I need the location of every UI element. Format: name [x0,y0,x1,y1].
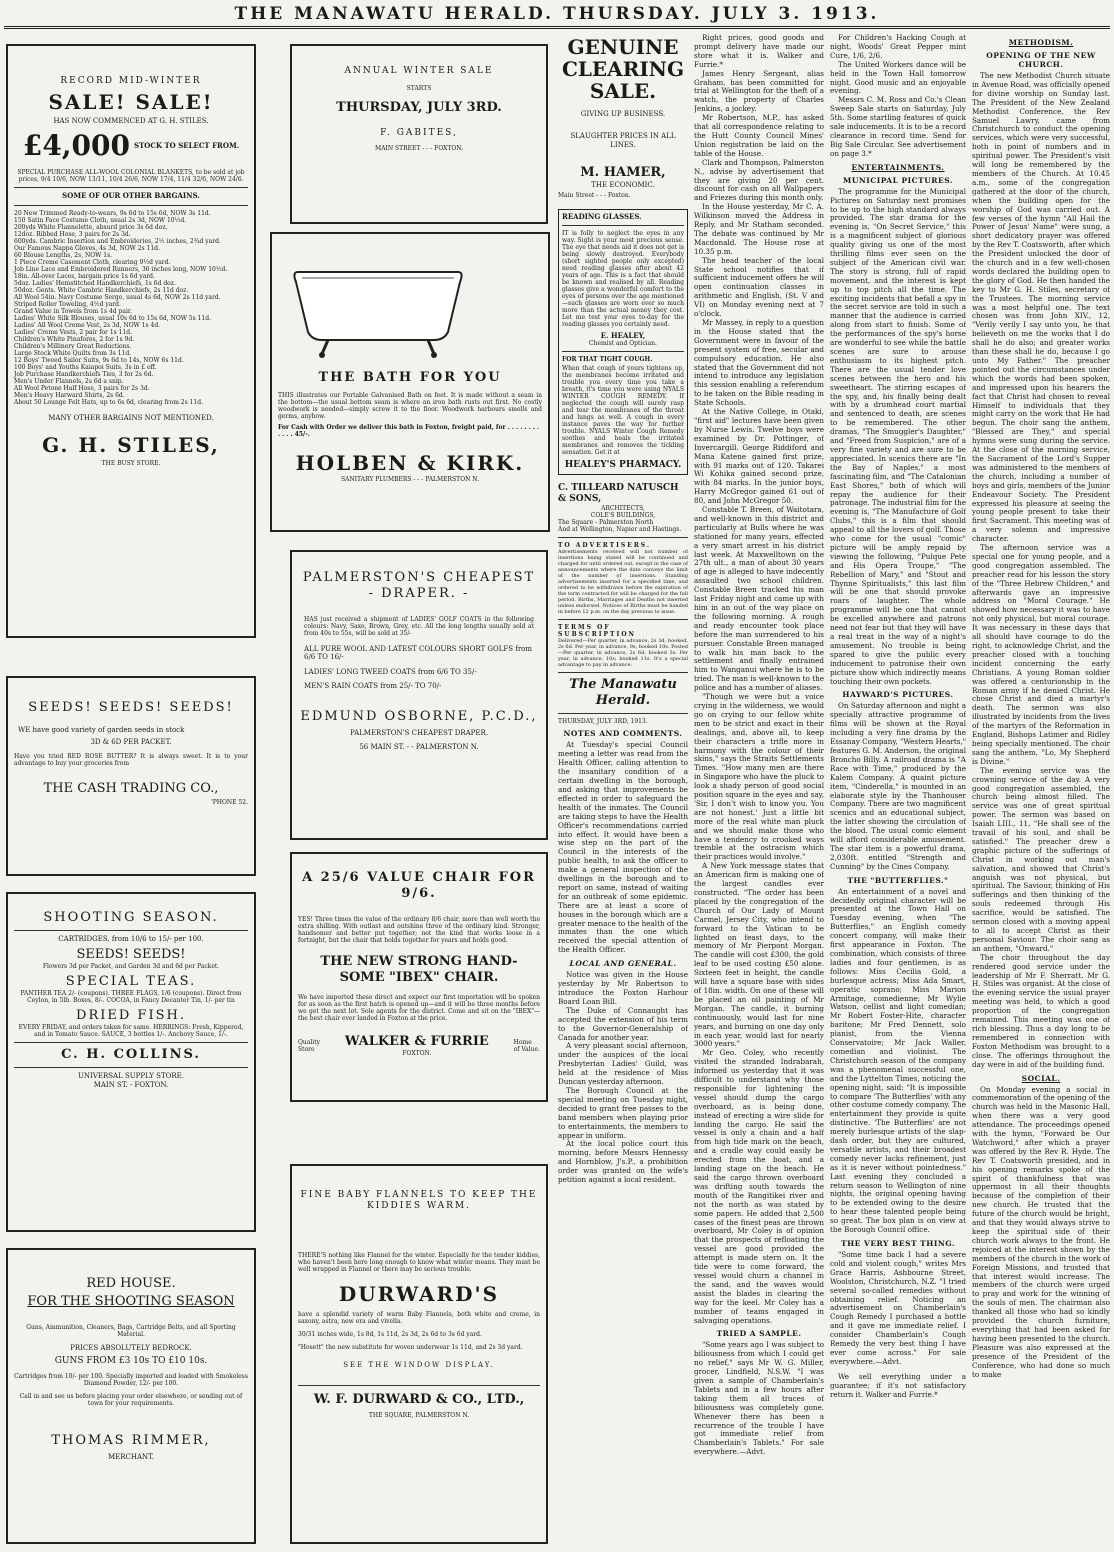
healey-body: IT is folly to neglect the eyes in any way. Sight is your most precious sense. The eye that needs aid it does not get is being slowly destroyed. Everybody (short sighted people only excepted) need reading glasses after about 42 years of age. This is a fact that should be known and realised by all. Reading glasses give a wonderful comfort to the eyes of persons over the age mentioned—such glasses are worn ever so much more than the actual money they cost. Let me test your eyes to-day for the reading glasses you certainly need. [562,230,684,329]
notes-head: NOTES AND COMMENTS. [563,729,683,739]
chair-new: THE NEW STRONG HAND-SOME "IBEX" CHAIR. [320,954,518,985]
collins-addr: MAIN ST. - FOXTON. [93,1080,169,1089]
osborne-ad [290,550,548,840]
genuine-l2: CLEARING [561,57,685,81]
rimmer-cart: Cartridges from 10/- per 100. Specially imported and loaded with Smokeless Diamond Powder, 12/- per 100. [14,1373,248,1388]
holben-body: THIS illustrates our Portable Galvanised Bath on feet. It is made without a seam in the bottom—the usual bottom seam is where an iron bath rusts out first. No costly woodwork is needed—simply screw it to the floor. Woodwork harbours smells and germs, anyhow. [278,392,542,420]
cough-body: When that cough of yours tightens up, the membranes become irritated and trouble you every time you take a breath, it's time you were using NYALS WINTER COUGH REMEDY. If neglected the cough will surely rasp and tear the membranes of the throat and lungs as well. A cough in every instance paves the way for further trouble. NYALS Winter Cough Remedy soothes and heals the irritated membranes and removes the tickling sensation. Get it at [562,365,684,457]
osborne-head: PALMERSTON'S CHEAPEST - DRAPER. - [302,570,536,601]
durward-body: THERE'S nothing like Flannel for the winter. Especially for the tender kiddies, who haven't been here long enough to know what winter means. They must be well wrapped in Flannel or there may be serious trouble. [298,1252,540,1273]
c6-p3: Messrs C. M. Ross and Co.'s Clean Sweep Sale starts on Saturday, July 5th. Some startling features of quick sale inducements. It is to be a record clearance in record time. Send for Big Sale Circular. See advertisement on page 3.* [830,95,966,158]
tilleard-bld: COLE'S BUILDINGS, [590,512,656,520]
rimmer-sub: MERCHANT. [107,1453,155,1462]
chair-quality: Quality [298,1038,320,1046]
open-head: OPENING OF THE NEW CHURCH. [986,51,1096,69]
list-item: Men's Under Flannels, 2s 6d a snip. [14,377,124,385]
list-item: All Wool 54in. Navy Costume Serge, usual 4s 6d, NOW 2s 11d yard. [14,293,221,301]
cash-seeds-head: SEEDS! SEEDS! SEEDS! [28,700,234,715]
cash-trading-ad [6,676,256,876]
collins-flowers: Flowers 3d per Packet, and Garden 3d and 6d per Packet. [42,963,220,971]
tilleard-arch: ARCHITECTS, [601,505,645,513]
c5-p2: James Henry Sergeant, alias Graham, has been committed for trial at Wellington for the theft of a watch, the property of Charles Jenkins, a jockey. [694,68,824,114]
collins-teas: SPECIAL TEAS. [65,974,197,990]
list-item: Children's Millinery Great Reductions. [14,342,132,350]
gabites-date: THURSDAY, JULY 3RD. [336,100,502,115]
list-item: 100 Boys' and Youths Kaiapoi Suits, 3s in £ off. [14,363,157,371]
c6-p1: For Children's Hacking Cough at night, Woods' Great Pepper mint Cure, 1/6, 2/6. [830,34,966,60]
c5-p3: Mr Robertson, M.P., has asked that all correspondence relating to the Hutt County Council Mines' Union registration be laid on the table of the House. [694,113,824,158]
list-item: Large Stock White Quilts from 3s 11d. [14,349,132,357]
genuine-l3: SALE. [589,79,657,103]
chair-head: A 25/6 VALUE CHAIR FOR 9/6. [302,870,536,901]
stiles-busy: THE BUSY STORE. [101,460,161,468]
rimmer-call: Call in and see us before placing your order elsewhere, or sending out of town for your requirements. [19,1393,243,1408]
list-item: 12doz. Ribbed Hose, 3 pairs for 2s 3d. [14,230,131,238]
genuine-l4: GIVING UP BUSINESS. [580,110,666,118]
stiles-special: SPECIAL PURCHASE ALL-WOOL COLONIAL BLANKETS, to be sold at job prices, 9/4 10/6, NOW 13/11, 10/4 26/6, NOW 17/4, 11/4 32/6, NOW 24/6. [17,169,245,184]
gabites-ad [290,44,548,224]
subs-head: TERMS OF SUBSCRIPTION [558,624,637,639]
c5-p10: "Though we were but a voice crying in the wilderness, we would go on crying to our fellow white men to be strict and exact in their dealings, and, above all, to keep their characters a trifle more in harmony with the colour of their skins," says the Straits Settlements Times. "How many men are there in Singapore who have the pluck to look a shady person of good social position square in the eyes and say, 'Sir, I don't wish to know you. You are not honest.' Just a little bit more of the real white man pluck and we should make those who have a tendency to crooked ways tremble at the ostracism which their practices would involve." [694,692,824,862]
notes-p5: The Borough Council at the special meeting on Tuesday night, decided to grant free passes to the band members when playing prior to entertainments, the members to appear in uniform. [558,1085,688,1140]
osborne-body: HAS just received a shipment of LADIES' GOLF COATS in the following colours: Navy, Saxe, Brown, Grey, etc. All the long lengths usually sold at from 40s to 55s, will be sold at 35/- [304,616,534,637]
herald-date: THURSDAY, JULY 3RD, 1913. [558,718,648,726]
bath-illustration [278,242,478,362]
collins-fish: DRIED FISH. [76,1008,186,1024]
c6-p5: On Saturday afternoon and night a specially attractive programme of films will be shown at the Royal including a very fine drama by the Essanay Company, "Western Hearts," features G. M. Anderson, the original Broncho Billy. A railroad drama is "A Race with Time," produced by the Kalem Company. A quaint picture item, "Cinderella," is mounted in an elaborate style by the Thanhouser Company. There are two magnificent scenics and an educational subject, the latter showing the circulation of the blood. The usual comic element will afford considerable amusement. The star item is a powerful drama, 2,030ft. entitled "Strength and Cunning" by the Cines Company. [830,701,966,871]
chair-foxton: FOXTON. [402,1050,432,1057]
genuine-l1: GENUINE [567,35,679,59]
osborne-wool: ALL PURE WOOL AND LATEST COLOURS SHORT GOLFS from 6/6 TO 16/- [304,645,533,662]
hamer-name: M. HAMER, [580,165,666,181]
herald-title: The Manawatu Herald. [569,677,677,709]
durward-firm: W. F. DURWARD & CO., LTD., [313,1392,525,1408]
list-item: Ladies' All Wool Creme Vest, 2s 3d, NOW 1s 4d. [14,321,161,329]
mun-head: MUNICIPAL PICTURES. [843,175,953,185]
subs-body: Delivered—Per quarter, in advance, 2s 3d, booked, 2s 6d. Per year, in advance, 9s; booked 10s. Posted—Per quarter, in advance, 2s 6d; booked 3s. Per year, in advance, 10s; booked 11s. It's a special advantage to pay in advance. [558,638,688,669]
list-item: Ladies' White Silk Blouses, usual 10s 6d to 15s 6d, NOW 5s 11d. [14,314,211,322]
list-item: Our Famous Nappa Gloves, 4s 3d, NOW 2s 11d. [14,244,160,252]
c5-p11: A New York message states that an American firm is making one of the largest candles ever constructed. "The order has been placed by the congregation of the Church of Our Lady of Mount Carmel, Jersey City, who intend to forward to the Vatican to be lighted on feast days, to the memory of Mr Pierpont Morgan. The candle will cost £300, the gold leaf to be used costing £50 alone. Sixteen feet in height, the candle will have a square base with sides of 18in. width. On one of these will be placed an oil painting of Mr Morgan. The candle, it burning continuously, would last for nine years, and burning on one day only in each year, would last for nearly 3000 years." [694,861,824,1049]
c5-p9: Constable T. Breen, of Waitotara, and well-known in this district and particularly at Bulls where he was stationed for many years, effected a very smart arrest in his district last week. At Maxwelltown on the 27th ult., a man of about 30 years of age is alleged to have indecently assaulted two school children. Constable Breen tracked his man last Friday night and came up with him in an out of the way place on the following morning. A rough and ready encounter took place before the man surrendered to his pursuer. Constable Breen managed to walk his man back to the settlement and finally entrained him to Wanganui where he is to be tried. The man is well-known to the police and has a number of aliases. [694,505,824,693]
list-item: 200yds White Flannelette, absurd price 3s 6d doz. [14,223,168,231]
tried-head: TRIED A SAMPLE. [716,1329,802,1339]
chair-body2: We have imported these direct and expect our first importation will be spoken for as soon as the first batch is opened up—and it will be three months before we get the next lot. Sole agents for the district. Come and sit on the "IBEX"—the best chair ever landed in Foxton at the price. [298,994,540,1022]
hamer-addr: Main Street - - - Foxton. [558,191,631,199]
cash-price: 3D & 6D PER PACKET. [90,738,172,747]
list-item: Children's White Pinafores, 2 for 1s 9d. [14,335,135,343]
osborne-rain: MEN'S RAIN COATS from 25/- TO 70/- [304,682,442,691]
column-6 [972,34,1110,1544]
tilleard-name: C. TILLEARD NATUSCH & SONS, [558,483,679,505]
collins-sub: UNIVERSAL SUPPLY STORE. [78,1072,184,1081]
cash-body: WE have good variety of garden seeds in stock [18,726,185,734]
genuine-l5: SLAUGHTER PRICES IN ALL LINES. [570,132,676,149]
list-item: All Wool Petone Half Hose, 3 pairs for 2s 3d. [14,384,150,392]
osborne-addr: 56 MAIN ST. - - PALMERSTON N. [359,743,479,752]
advert-body: Advertisements received will not number of insertions being stated will be continued and charged for until ordered out, except in the case of announcements where the date conveys the limit of the number of insertions. Standing advertisements inserted for a specified time, and ordered to be withdrawn before the expiration of the term contracted for will be charged for the full period. Births, Marriages and Deaths not inserted unless endorsed. Notices of Births must be handed in before 12 p.m. on the day previous to issue. [558,549,688,616]
osborne-tweed: LADIES' LONG TWEED COATS from 6/6 TO 35/- [304,667,477,676]
stiles-line1: RECORD MID-WINTER [60,76,202,86]
healey-sign: E. HEALEY, [600,331,646,341]
ent-head: ENTERTAINMENTS. [851,162,945,172]
c7-p1: The new Methodist Church situate in Avenue Road, was officially opened for divine worship on Sunday last. The President of the New Zealand Methodist Conference, the Rev Samuel Lawry, came from Christchurch to conduct the opening services, which were very successful, both in point of numbers and in spiritual power. The President's visit will long be remembered by the members of the Church. At 10.45 a.m., some of the congregation gathered at the door of the church, when the building open for the worship of God was carried out. A few verses of the hymn "All Hail the Power of Jesus' Name" were sung, a short dedicatory prayer was offered by the Rev T. Coatsworth, after which the President unlocked the door of the church and in a few well-chosen words declared the building open to the glory of God. He then handed the key to Mr G. H. Stiles, secretary of the Trustees. The morning service was a most helpful one. The text chosen was from John XIV., 12, "Verily verily I say unto you, he that believeth on me the works that I do shall he do also; and greater works than these shall he do, because I go unto My Father." The preacher pointed out the circumstances under which the words had been spoken, and impressed upon his hearers the fact that Christ had chosen to reveal Himself to individuals that they might carry on the work that He had begun. The choir sang the anthem, "Blessed are They," and special hymns were sung during the service. At the close of the morning service, the Sacrament of the Lord's Supper was administered to the members of the church, including a number of boys and girls, members of the Junior Endeavour Society. The President expressed his pleasure at seeing the young people present to take their first Sacrament. This meeting was of a very solemn and impressive character. [972,71,1110,544]
holben-sub: SANITARY PLUMBERS - - - PALMERSTON N. [340,476,480,483]
durward-addr: THE SQUARE, PALMERSTON N. [368,1412,470,1420]
advert-head: TO ADVERTISERS. [558,542,652,550]
c5-p7: Mr Massey, in reply to a question in the House stated that the Government were in favour of the present system of free, secular and compulsory education. He also stated that the Government did not intend to introduce any legislation this session enabling a referendum to be taken on the Bible reading in State Schools. [694,318,824,408]
stiles-sale: SALE! SALE! [48,90,214,114]
collins-seeds: SEEDS! SEEDS! [76,947,186,963]
collins-teas-body: PANTHER TEA 2/- (coupons). THREE FLAGS, 1/6 (coupons). Direct from Ceylon, in 5lb. Boxes, 8/-. COCOA, in Fancy Decanter Tin, 1/- per tin [20,990,242,1005]
c6-p8: We sell everything under a guarantee; if it's not satisfactory return it. Walker and Furrie.* [830,1371,966,1399]
chair-home: Home [513,1038,532,1046]
list-item: Striped Roller Toweling, 4½d yard. [14,300,121,308]
stiles-stock: STOCK TO SELECT FROM. [134,141,240,151]
c5-p8: At the Native College, in Otaki, "first aid" lectures have been given by Nurse Lewis. Twelve boys were examined by Dr. Pottinger, of Invercargill. George Riddiford and Mana Katene gained first prize, with 91 marks out of 120. Takarei Wi Kohika gained second prize, with 84 marks. In the junior boys, Harry McGregor gained 61 out of 80, and John McGregor 50. [694,407,824,506]
tilleard-ad [558,483,688,533]
column-5 [830,34,966,1544]
meth-head: METHODISM. [1008,38,1074,47]
chair-value: of Value. [513,1045,540,1053]
notes-p6: At the local police court this morning, before Messrs Hennessy and Hornblow, J's.P., a prohibition order was granted on the wife's petition against a local resident. [558,1139,688,1185]
column-3 [558,34,688,1544]
collins-fish-body: EVERY FRIDAY, and orders taken for same. HERRINGS: Fresh, Kippered, and in Tomato Sauce. SAUCE, 3 bottles 1/-. Anchovy Sauce, 1/-. [18,1024,244,1039]
list-item: Ladies' Creme Vests, 2 pair for 1s 11d. [14,328,133,336]
list-item: Men's Heavy Harward Shirts, 2s 6d. [14,391,125,399]
cash-butter: Have you tried RED ROSE BUTTER? It is always sweet. It is to your advantage to buy your groceries from [14,752,248,767]
c6-p7: "Some time back I had a severe cold and violent cough," writes Mrs Grace Harris, Ashbourne Street, Woolston, Christchurch, N.Z. "I tried several so-called remedies without obtaining relief. Noticing an advertisement on Chamberlain's Cough Remedy I purchased a bottle and it gave me immediate relief. I consider Chamberlain's Cough Remedy the very best thing I have ever come across." For sale everywhere.—Advt. [830,1250,966,1366]
osborne-sub: PALMERSTON'S CHEAPEST DRAPER. [350,728,488,737]
durward-body2: have a splendid variety of warm Baby Flannels, both white and creme, in saxony, astra, new era and vivella. [298,1311,540,1325]
stiles-other: SOME OF OUR OTHER BARGAINS. [62,191,200,201]
list-item: 600yds. Cambric Insertion and Embroideries, 2½ inches, 2¾d yard. [14,237,221,245]
notes-p2: Notice was given in the House yesterday by Mr Robertson to introduce the Foxton Harbour Board Loan Bill. [558,970,688,1006]
rimmer-guns: GUNS FROM £3 10s TO £10 10s. [54,1356,208,1367]
healey-sub: Chemist and Optician. [589,340,657,348]
best-head: THE VERY BEST THING. [841,1239,955,1248]
holben-kirk-ad [270,232,550,532]
healey-ad [558,209,688,476]
durward-head: FINE BABY FLANNELS TO KEEP THE KIDDIES WARM. [300,1190,538,1211]
chair-name: WALKER & FURRIE [344,1034,489,1049]
rimmer-name: THOMAS RIMMER, [51,1433,211,1449]
list-item: 18in. All-over Laces, bargain price 1s 6d yard. [14,272,155,280]
gabites-annual: ANNUAL WINTER SALE [344,66,494,76]
masthead-rule-2 [4,28,1110,29]
c5-p5: In the House yesterday, Mr C. A. Wilkinson moved the Address in Reply, and Mr Statham seconded. The debate was continued by Mr Macdonald. The House rose at 10.35 p.m. [694,202,824,256]
cough-head: FOR THAT TIGHT COUGH. [562,356,653,364]
holben-cash: For Cash with Order we deliver this bath in Foxton, freight paid, for . . . . . . . . . . . . 45/-. [278,424,540,438]
c5-p13: "Some years ago I was subject to biliousness from which I could get no relief," says Mr W. G. Miller, grocer, Lindfield, N.S.W. "I was given a sample of Chamberlain's Tablets and in a few hours after taking them all traces of biliousness was completely gone. Whenever there has been a recurrence of the trouble I have got immediate relief from Chamberlain's Tablets." For sale everywhere.—Advt. [694,1340,824,1457]
stiles-bargain-list [14,210,248,406]
gabites-starts: STARTS [406,85,432,92]
list-item: 20 New Trimmed Ready-to-wears, 9s 6d to 15s 6d, NOW 3s 11d. [14,209,211,217]
collins-head: SHOOTING SEASON. [43,910,219,925]
gabites-name: F. GABITES, [380,128,458,138]
c7-p2: The afternoon service was a special one for young people, and a good congregation assembled. The preacher read for his lesson the story of the "Three Hebrew Children," and afterwards gave an impressive address on "Moral Courage." He showed how necessary it was to have not only physical, but moral courage. It was necessary in these days that all should have courage to do the right, to acknowledge Christ, and the preacher closed with a touching incident concerning the early Christians. A young Roman soldier was offered a centurionship in the Roman army if he denied Christ. He chose Christ and died a martyr's death. The sermon was also illustrated by incidents from the lives of the martyrs of the Reformation in England, Bishops Latimer and Ridley being specially mentioned. The choir sang the anthem, "Lo, My Shepherd is Divine." [972,543,1110,766]
rimmer-prices: PRICES ABSOLUTELY BEDROCK. [70,1344,192,1352]
stiles-ad [6,44,256,638]
collins-name: C. H. COLLINS. [61,1047,201,1063]
cash-phone: 'PHONE 52. [211,798,248,806]
healey-head: READING GLASSES. [562,211,642,221]
rimmer-ad [6,1248,256,1544]
c6-p2: The United Workers dance will be held in the Town Hall tomorrow night. Good music and an enjoyable evening. [830,59,966,96]
healey-pharmacy: HEALEY'S PHARMACY. [564,460,682,471]
cash-name: THE CASH TRADING CO., [43,780,219,796]
chair-body: YES! Three times the value of the ordinary 8/6 chair, more than well worth the extra shilling. With outlast and outshine three of the ordinary kind. Stronger, handsomer and better put together; not the kind that works loose in a fortnight, but the chair that holds together for years and holds good. [298,916,540,944]
c5-p4: Clark and Thompson, Palmerston N., advise by advertisement that they are giving 20 per cent. discount for cash on all Wallpapers and Friezes during this month only. [694,157,824,203]
list-item: 5doz. Ladies' Hemstitched Handkerchiefs, 1s 6d doz. [14,279,176,287]
stiles-many: MANY OTHER BARGAINS NOT MENTIONED. [48,413,214,422]
notes-p1: At Tuesday's special Council meeting a letter was read from the Health Officer, calling attention to the insanitary condition of a certain dwelling in the borough, and asking that improvements be effected in order to safeguard the health of the inmates. The Council are taking steps to have the Health Officer's recommendations carried into effect. It would have been a wise step on the part of the Council in the interests of the public health, to ask the officer to make a general inspection of the dwellings in the borough and to report on same, instead of waiting for an outbreak of some epidemic. There are at least a score of houses in the borough which are a greater menace to the health of the inmates than the one which received the special attention of the Health Officer. [558,740,688,955]
c5-p1: Right prices, good goods and prompt delivery have made our store what it is. Walker and Furrie.* [694,34,824,69]
butt-head: THE "BUTTERFLIES." [847,875,949,885]
stiles-amount: £4,000 [22,129,131,163]
stiles-name: G. H. STILES, [42,433,220,458]
c7-p3: The evening service was the crowning service of the day. A very good congregation assembled, the church being almost filled. The service was one of great spiritual power. The sermon was based on Isaiah LIII., 11, "He shall see of the travail of his soul, and shall be satisfied." The preacher drew a graphic picture of the sufferings of Christ in working out man's salvation, and showed that Christ's anguish was not physical, but spiritual. The Saviour, thinking of His sufferings and then thinking of the souls redeemed through His sacrifice, would be satisfied. The sermon closed with a moving appeal to all to accept Christ as their personal Saviour. The choir sang as an anthem, "Onward." [972,765,1110,953]
c6-p6: An entertainment of a novel and decidedly original character will be presented at the Town Hall on Tuesday evening, when "The Butterflies," an English comedy concert company, will make their first appearance in Foxton. The combination, which consists of three ladies and four gentlemen, is as follows: Miss Cecilia Gold, a burlesque actress; Miss Ada Smart, operatic soprano; Miss Marion Armitage, comedienne; Mr Wylie Watson, cellist and light comedian; Mr Robert Foster-Hite, character baritone; Mr Fred Dennett, solo pianist, from the Vienna Conservatoire; Mr Jack Waller, comedian and violinist. The Christchurch season of the company was a phenomenal successful one, and the Lyttelton Times, noticing the opening night, said: "It is impossible to compare 'The Butterflies' with any other costume comedy company. The entertainment they provide is quite distinctive. 'The Butterflies' are not merely burlesque artists of the slap-dash order, but they are cultured, versatile artists, and their broadest comedy never lacks refinement, just as it is never without pointedness." Last evening they concluded a return season to Wellington of nine nights, the original opening having to be extended owing to the desire to hear these talented people being so great. The box plan is on view at the Borough Council office. [830,886,966,1235]
c7-p4: The choir throughout the day rendered good service under the leadership of Mr F. Sherratt. Mr G. H. Stiles was organist. At the close of the evening service the usual prayer meeting was held, to which a good proportion of the congregation remained. This meeting was one of rich blessing. Thus a day long to be remembered in connection with Foxton Methodism was brought to a close. The offerings throughout the day were in aid of the building fund. [972,952,1110,1069]
masthead-rule [4,26,1110,27]
c6-p4: The programme for the Municipal Pictures on Saturday next promises to be up to the high standard always provided. The star drama for the evening is, "On Secret Service," this is a magnificent subject of glorious quality giving us one of the most thrilling films ever seen on the subject of the American civil war. The story is strong, full of rapid movement, and the interest is kept up to top pitch all the time. The exciting incidents that befall a spy in the secret service are told in such a manner that the audience is carried along from start to finish. Some of the performances of the spy's horse are wonderful to see while the battle scenes are sure to arouse enthusiasm to its highest pitch. There are the usual tender love scenes between the hero and his sweetheart. The stirring escapes of the spy, and, his finally being dealt with by a drumhead court martial and sentenced to death, are scenes to be remembered. The other dramas, "The Smuggler's Daughter," and "Freed from Suspicion," are of a very fine variety and are sure to be appreciated. In scenics there are "In the Bay of Naples," a most fascinating film, and "The Catalonian East Shores," both of which will repay the audience for their patronage. The industrial film for the evening is, "The Manufacture of Golf Clubs," this is a film that should appeal to all the lovers of golf. Those who come for the usual "comic" picture will be amply repaid by viewing the following, "Pulque Pete and His Opera Troupe," "The Rebellion of Mary," and "Stout and Thynne Spiritualists," this last film will be one that should provoke roars of laughter. The whole programme will be one that cannot be excelled anywhere and patrons need not fear but that they will have a real treat in the way of a night's amusement. No trouble is being spared to give the public every inducement to patronise their own picture show which indirectly means touching their own pockets. [830,186,966,686]
local-head: LOCAL AND GENERAL. [569,959,677,969]
gabites-addr: MAIN STREET - - - FOXTON. [374,145,464,152]
rimmer-shooting: FOR THE SHOOTING SEASON [27,1294,235,1309]
rimmer-red-house: RED HOUSE. [86,1276,176,1291]
list-item: 12 Boys' Tweed Sailor Suits, 9s 6d to 14s, NOW 6s 11d. [14,356,184,364]
holben-head: THE BATH FOR YOU [318,370,502,385]
durward-name: DURWARD'S [338,1282,500,1306]
c7-p5: On Monday evening a social in commemoration of the opening of the church was held in the Masonic Hall, when there was a very good attendance. The proceedings opened with the hymn, "Forward be Our Watchword," after which a prayer was offered by the Rev R. Hyde. The Rev T. Coatsworth presided, and in his opening remarks spoke of the spirit of thankfulness that was uppermost in all their thoughts because of the completion of their new church. He trusted that the future of the church would be bright, and that they would always strive to keep the spiritual side of their church work always to the front. He rejoiced at the interest shown by the members of the church in the work of Foreign Missions, and trusted that that interest would increase. The members of the church were urged to pray and work for the winning of the souls of men. The chairman also thanked all those who had so kindly provided the church furniture, everything that had been asked for having been presented to the church. Pleasure was also expressed at the presence of the President of the Conference, who had done so much to make [972,1084,1110,1379]
column-4 [694,34,824,1544]
masthead: THE MANAWATU HERALD. THURSDAY. JULY 3. 1913. [234,4,880,24]
hay-head: HAYWARD'S PICTURES. [842,690,954,700]
list-item: About 50 Lounge Felt Hats, up to 6s 6d, clearing from 2s 11d. [14,398,203,406]
c5-p12: Mr Geo. Coley, who recently visited the stranded Indrabarah, informed us yesterday that it was difficult to understand why those responsible for lightening the vessel should dump the cargo overboard, as is being done, instead of erecting a wire slide for landing the cargo. He said the vessel is only a chain and a half from high tide mark on the beach, and a cradle way could easily be erected from the boat, and a landing stage on the beach. He said the cargo thrown overboard was drifting south towards the mouth of the Rangitikei river and not the north as was stated by some papers. He added that 2,500 cases of the finest peas are thrown overboard, Mr Coley is of opinion that the prospects of refloating the vessel are good provided the attempt is made stern on. It the tide were to come forward, the vessel would churn a channel in the sand, and the waves would assist the blades in clearing the way for the keel. Mr Coley has a number of teams engaged in salvaging operations. [694,1048,824,1325]
osborne-name: EDMUND OSBORNE, P.C.D., [300,708,538,724]
durward-ad [290,1164,548,1544]
social-head: SOCIAL. [1021,1073,1061,1083]
list-item: Job Purchase Handkerchiefs Ties, 3 for 2s 6d. [14,370,154,378]
durward-prices: 30/31 inches wide, 1s 8d, 1s 11d, 2s 3d, 2s 6d to 3s 6d yard. [298,1331,482,1338]
c5-p6: The head teacher of the local State school notifies that if sufficient inducement offers he will open continuation classes in arithmetic and English, (St. V and VI) on Monday evening next at 7 o'clock. [694,255,824,319]
list-item: 50doz. Gents. White Cambric Handkerchiefs, 2s 11d doz. [14,286,189,294]
list-item: 1 Piece Creme Casement Cloth, clearing 9½d yard. [14,258,171,266]
collins-cart: CARTRIDGES, from 10/6 to 15/- per 100. [58,935,204,943]
tilleard-addr: The Square - Palmerston North [558,519,654,527]
list-item: 150 Satin Face Costume Cloth, usual 2s 3d, NOW 10½d. [14,216,187,224]
stiles-commenced: HAS NOW COMMENCED AT G. H. STILES. [53,117,209,125]
walker-furrie-ad [290,852,548,1102]
chair-store: Store [298,1045,315,1053]
tilleard-also: And at Wellington, Napier and Hastings. [558,526,682,534]
notes-p3: The Duke of Connaught has accepted the extension of his term to the Governor-Generalship of Canada for another year. [558,1005,688,1042]
list-item: Grand Value in Towels from 1s 4d pair. [14,307,133,315]
durward-hosett: "Hosett" the new substitute for woven underwear 1s 11d, and 2s 3d yard. [298,1344,523,1351]
notes-p4: A very pleasant social afternoon, under the auspices of the local Presbyterian Ladies' Guild, was held at the residence of Miss Duncan yesterday afternoon. [558,1041,688,1087]
hamer-sub: THE ECONOMIC. [591,181,655,190]
durward-see: SEE THE WINDOW DISPLAY. [343,1361,495,1369]
holben-name: HOLBEN & KIRK. [295,451,525,475]
rimmer-body: Guns, Ammunition, Cleaners, Bags, Cartridge Belts, and all Sporting Material. [26,1324,236,1338]
list-item: Job Line Lace and Embroidered Runners, 36 inches long, NOW 10½d. [14,265,228,273]
collins-ad [6,892,256,1232]
list-item: 60 Blouse Lengths, 2s, NOW 1s. [14,251,113,259]
